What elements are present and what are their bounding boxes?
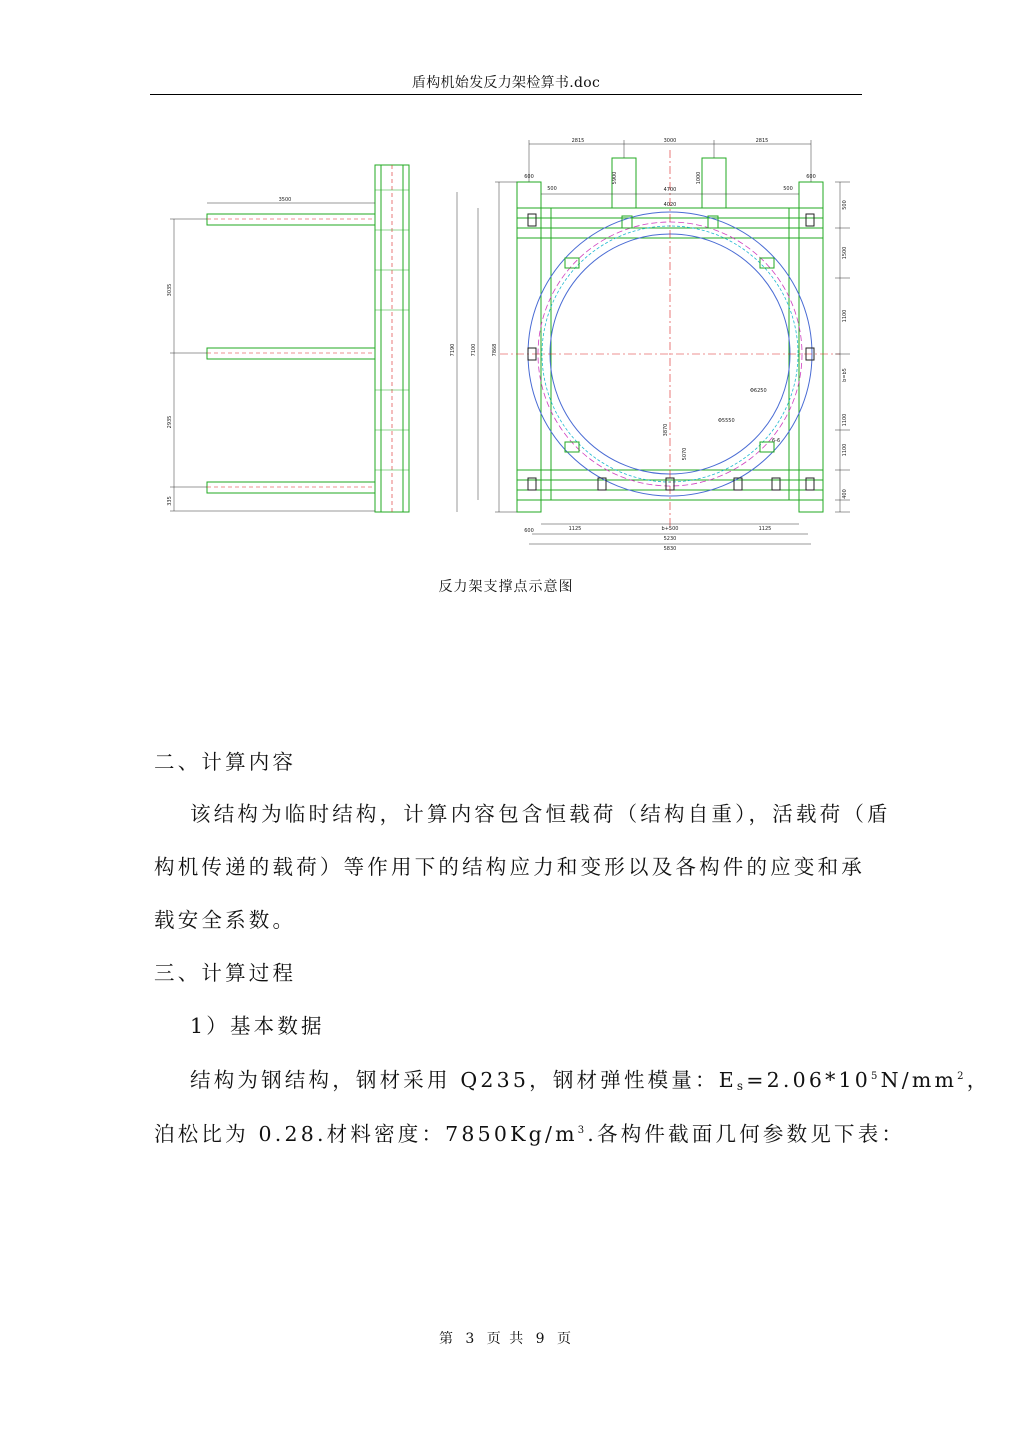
dim-side-0: 3500 <box>278 197 292 203</box>
dim-bottom-5: 5830 <box>663 546 677 552</box>
callout-1: Φ5550 <box>718 418 735 424</box>
superscript: 3 <box>577 1125 588 1136</box>
paragraph-line: 载安全系数。 <box>154 908 297 932</box>
material-line-2 <box>154 1117 906 1147</box>
callout-2: 6-6 <box>772 438 781 444</box>
material-text: .各构件截面几何参数见下表： <box>587 1122 906 1146</box>
dim-right-4: 1100 <box>842 413 848 427</box>
dim-inner-7: 1000 <box>696 171 702 185</box>
document-header: 盾构机始发反力架检算书.doc <box>411 75 601 91</box>
superscript: 2 <box>957 1071 967 1082</box>
dim-right-0: 500 <box>842 200 848 210</box>
callout-0: Φ6250 <box>750 388 767 394</box>
material-text: 结构为钢结构，钢材采用 Q235，钢材弹性模量：E <box>190 1068 737 1092</box>
dim-top-1: 3000 <box>663 138 677 144</box>
dim-top-2: 2815 <box>755 138 769 144</box>
material-text: 泊松比为 0.28.材料密度：7850Kg/m <box>154 1122 578 1146</box>
dim-inner-0: 600 <box>524 174 534 180</box>
dim-left-3: 3870 <box>663 423 669 437</box>
dim-bottom-3: 1125 <box>758 526 772 532</box>
dim-inner-3: 600 <box>806 174 816 180</box>
dim-right-2: 1100 <box>842 309 848 323</box>
dim-top-0: 2815 <box>571 138 585 144</box>
dim-left-1: 7100 <box>471 343 477 357</box>
material-text: =2.06*10 <box>746 1068 872 1092</box>
dim-left-2: 7868 <box>492 343 498 357</box>
dim-side-3: 335 <box>167 496 173 506</box>
footer-post: 页 <box>557 1331 574 1347</box>
material-text: N/mm <box>880 1068 958 1092</box>
dim-right-6: 400 <box>842 489 848 499</box>
dim-bottom-1: 1125 <box>568 526 582 532</box>
dim-bottom-4: 5230 <box>663 536 677 542</box>
footer-pre: 第 <box>438 1331 455 1347</box>
subscript: s <box>736 1079 747 1093</box>
reaction-frame-drawing <box>160 130 860 555</box>
material-line-1 <box>190 1063 991 1093</box>
superscript: 5 <box>871 1071 881 1082</box>
material-text: ， <box>966 1068 991 1092</box>
page-total: 9 <box>535 1331 547 1347</box>
front-view <box>457 140 850 544</box>
figure-caption: 反力架支撑点示意图 <box>438 579 574 595</box>
dim-side-1: 3035 <box>167 283 173 297</box>
section-heading-3: 三、计算过程 <box>154 961 297 985</box>
dim-side-2: 2935 <box>167 415 173 429</box>
subsection-heading: 1）基本数据 <box>190 1014 325 1038</box>
dim-inner-1: 500 <box>547 186 557 192</box>
dim-bottom-2: b+500 <box>661 526 679 532</box>
side-view <box>170 165 409 512</box>
paragraph-line: 该结构为临时结构，计算内容包含恒载荷（结构自重），活载荷（盾 <box>190 802 891 826</box>
dim-right-3: b=b5 <box>842 368 848 382</box>
dim-inner-2: 4700 <box>663 187 677 193</box>
header-rule <box>150 94 862 95</box>
dim-bottom-0: 600 <box>524 528 534 534</box>
dim-right-5: 1100 <box>842 443 848 457</box>
dim-inner-6: 5900 <box>612 171 618 185</box>
dim-right-1: 1500 <box>842 246 848 260</box>
dim-inner-4: 500 <box>783 186 793 192</box>
side-view-dims <box>167 197 291 506</box>
section-heading-2: 二、计算内容 <box>154 750 297 774</box>
paragraph-line: 构机传递的载荷）等作用下的结构应力和变形以及各构件的应变和承 <box>154 855 865 879</box>
page-number: 3 <box>465 1331 477 1347</box>
dim-inner-5: 4020 <box>663 202 677 208</box>
dim-left-0: 7190 <box>450 343 456 357</box>
dim-inner-8: 5070 <box>682 447 688 461</box>
page-footer <box>150 1328 862 1348</box>
footer-mid: 页 共 <box>486 1331 526 1347</box>
